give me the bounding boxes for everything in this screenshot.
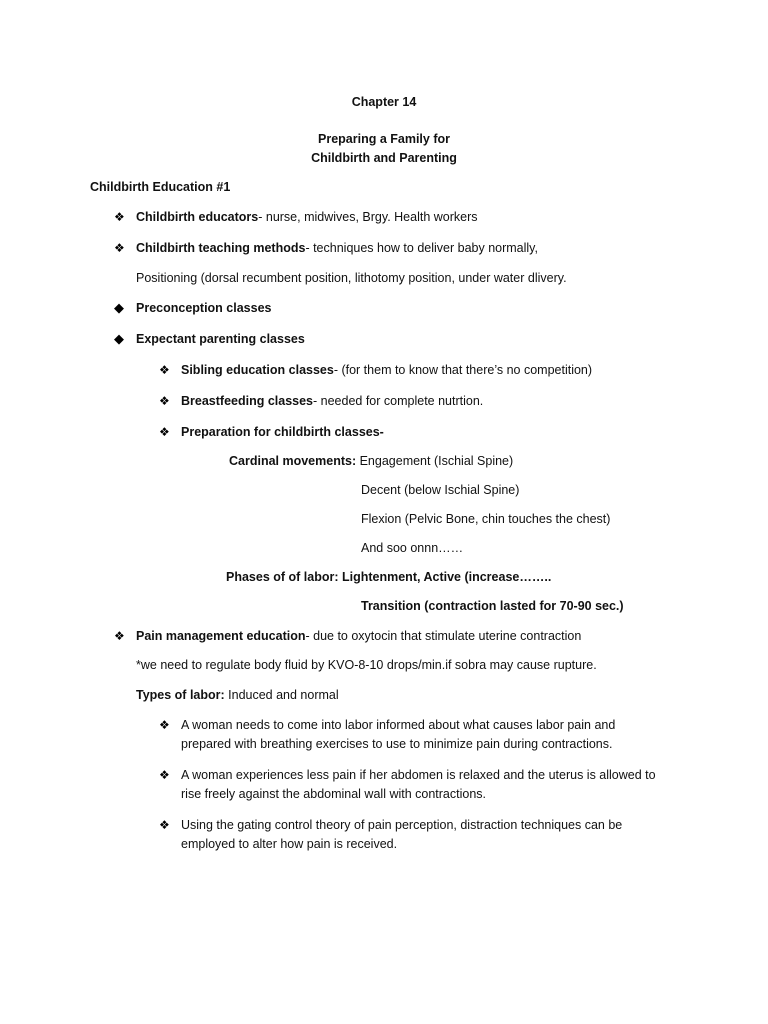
bullet-clover-icon: ❖ [159, 425, 170, 439]
bullet-clover-icon: ❖ [114, 210, 125, 224]
item-breastfeeding-desc: - needed for complete nutrtion. [313, 394, 484, 408]
pain-point-line: A woman needs to come into labor informed about what causes labor pain and [181, 718, 616, 732]
types-of-labor [136, 687, 339, 703]
cardinal-movements-label: Cardinal movements: [229, 454, 357, 468]
title-line-1: Preparing a Family for [318, 132, 450, 146]
item-educators-desc: - nurse, midwives, Brgy. Health workers [258, 210, 478, 224]
bullet-clover-icon: ❖ [159, 718, 170, 732]
cardinal-movements-line [229, 453, 513, 469]
item-sibling-desc: - (for them to know that there’s no competition) [333, 363, 593, 377]
pain-point-line: employed to alter how pain is received. [181, 837, 398, 851]
bullet-clover-icon: ❖ [159, 363, 170, 377]
item-expectant: Expectant parenting classes [136, 332, 305, 346]
bullet-diamond-icon: ◆ [114, 331, 124, 346]
pain-point-line: rise freely against the abdominal wall with contractions. [181, 787, 487, 801]
item-preconception: Preconception classes [136, 301, 272, 315]
item-methods-desc: - techniques how to deliver baby normally, [305, 241, 538, 255]
phases-of-labor: Phases of of labor: Lightenment, Active (increase…….. [226, 570, 552, 584]
types-of-labor-label: Types of labor: [136, 688, 225, 702]
item-methods [136, 240, 538, 256]
pain-point-line: prepared with breathing exercises to use to minimize pain during contractions. [181, 737, 613, 751]
phase-transition: Transition (contraction lasted for 70-90 sec.) [361, 599, 624, 613]
bullet-clover-icon: ❖ [159, 394, 170, 408]
pain-note: *we need to regulate body fluid by KVO-8-10 drops/min.if sobra may cause rupture. [136, 658, 597, 672]
item-pain-term: Pain management education [136, 629, 306, 643]
chapter-label: Chapter 14 [351, 95, 417, 109]
title-line-2: Childbirth and Parenting [311, 151, 457, 165]
item-methods-term: Childbirth teaching methods [136, 241, 306, 255]
pain-point-line: A woman experiences less pain if her abdomen is relaxed and the uterus is allowed to [181, 768, 656, 782]
pain-point-line: Using the gating control theory of pain perception, distraction techniques can be [181, 818, 623, 832]
cardinal-movement-item: Decent (below Ischial Spine) [361, 483, 520, 497]
item-sibling [181, 362, 592, 378]
types-of-labor-value: Induced and normal [224, 688, 339, 702]
cardinal-movement-item: And soo onnn…… [361, 541, 464, 555]
bullet-clover-icon: ❖ [159, 818, 170, 832]
bullet-clover-icon: ❖ [159, 768, 170, 782]
item-sibling-term: Sibling education classes [181, 363, 334, 377]
bullet-clover-icon: ❖ [114, 629, 125, 643]
section-heading: Childbirth Education #1 [90, 180, 231, 194]
item-educators-term: Childbirth educators [136, 210, 259, 224]
item-pain-management [136, 628, 581, 644]
item-pain-desc: - due to oxytocin that stimulate uterine contraction [305, 629, 582, 643]
bullet-clover-icon: ❖ [114, 241, 125, 255]
item-breastfeeding-term: Breastfeeding classes [181, 394, 314, 408]
item-methods-continuation: Positioning (dorsal recumbent position, lithotomy position, under water dlivery. [136, 271, 567, 285]
item-preparation: Preparation for childbirth classes- [181, 425, 384, 439]
bullet-diamond-icon: ◆ [114, 300, 124, 315]
cardinal-movement-item: Flexion (Pelvic Bone, chin touches the chest) [361, 512, 611, 526]
cardinal-movements-first: Engagement (Ischial Spine) [356, 454, 514, 468]
item-breastfeeding [181, 393, 483, 409]
item-educators [136, 209, 478, 225]
